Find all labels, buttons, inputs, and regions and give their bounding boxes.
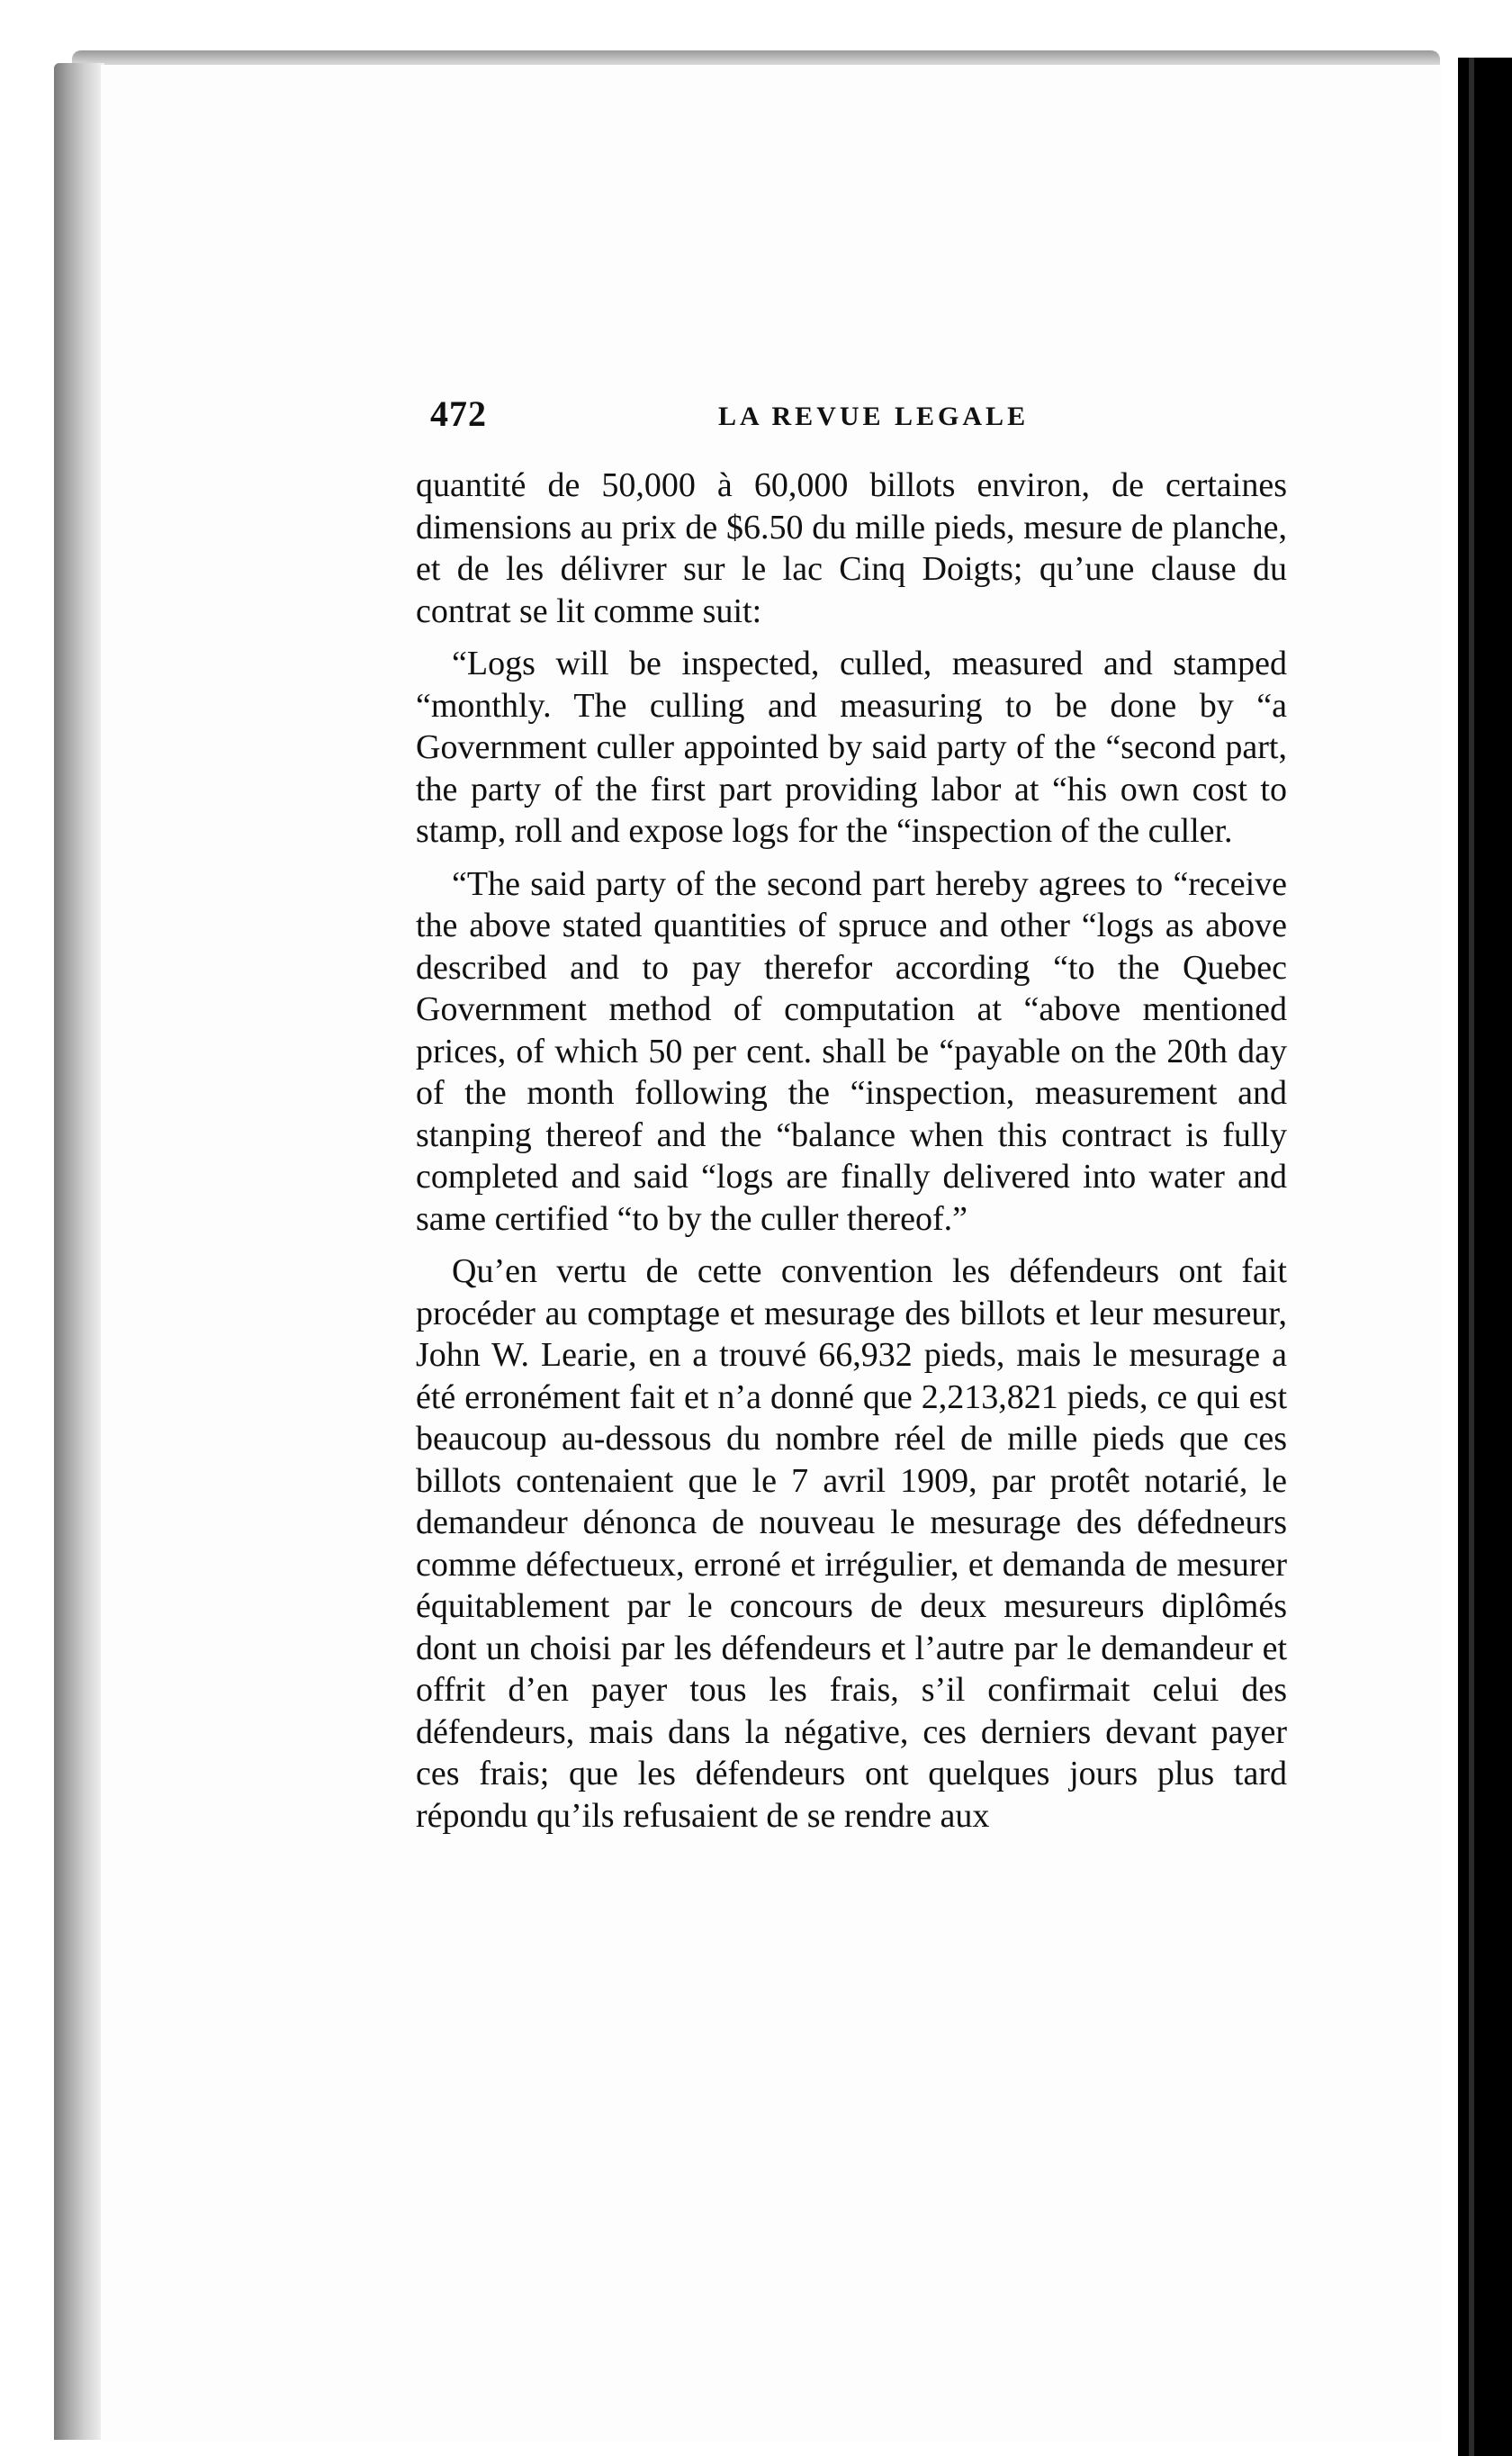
quote-paragraph-1: “Logs will be inspected, culled, measured and stamped “monthly. The culling and measuring to be done by “a Government culler appointed by said party of the “second part, the party of the first part providing labor at “his own cost to stamp, roll and expose logs for the “inspection of the culler. [416, 645, 1287, 850]
page-stack-left-edge [54, 63, 104, 2440]
page-header [430, 389, 1294, 443]
page-body [416, 465, 1287, 1847]
paragraph-main: Qu’en vertu de cette convention les défendeurs ont fait procéder au comptage et mesurage des billots et leur mesureur, John W. Learie, en a trouvé 66,932 pieds, mais le mesurage a été erronément fait et n’a donné que 2,213,821 pieds, ce qui est beaucoup au-dessous du nombre réel de mille pieds que ces billots contenaient que le 7 avril 1909, par protêt notarié, le demandeur dénonca de nouveau le mesurage des défedneurs comme défectueux, erroné et irrégulier, et demanda de mesurer équitablement par le concours de deux mesureurs diplômés dont un choisi par les défendeurs et l’autre par le demandeur et offrit d’en payer tous les frais, s’il confirmait celui des défendeurs, mais dans la négative, ces derniers devant payer ces frais; que les défendeurs ont quelques jours plus tard répondu qu’ils refusaient de se rendre aux [416, 1252, 1287, 1835]
page-number: 472 [430, 393, 487, 434]
running-head: LA REVUE LEGALE [718, 402, 1030, 431]
right-gutter [1458, 58, 1512, 2456]
right-gutter-line [1469, 58, 1474, 2456]
quote-paragraph-2: “The said party of the second part hereby agrees to “receive the above stated quantities of spruce and other “logs as above described and to pay therefor according “to the Quebec Government method of computation at “above mentioned prices, of which 50 per cent. shall be “payable on the 20th day of the month following the “inspection, measurement and stanping thereof and the “balance when this contract is fully completed and said “logs are finally delivered into water and same certified “to by the culler thereof.” [416, 864, 1287, 1238]
paragraph-continuation: quantité de 50,000 à 60,000 billots environ, de certaines dimensions au prix de $6.50 du mille pieds, mesure de planche, et de les délivrer sur le lac Cinq Doigts; qu’une clause du contrat se lit comme suit: [416, 466, 1287, 630]
